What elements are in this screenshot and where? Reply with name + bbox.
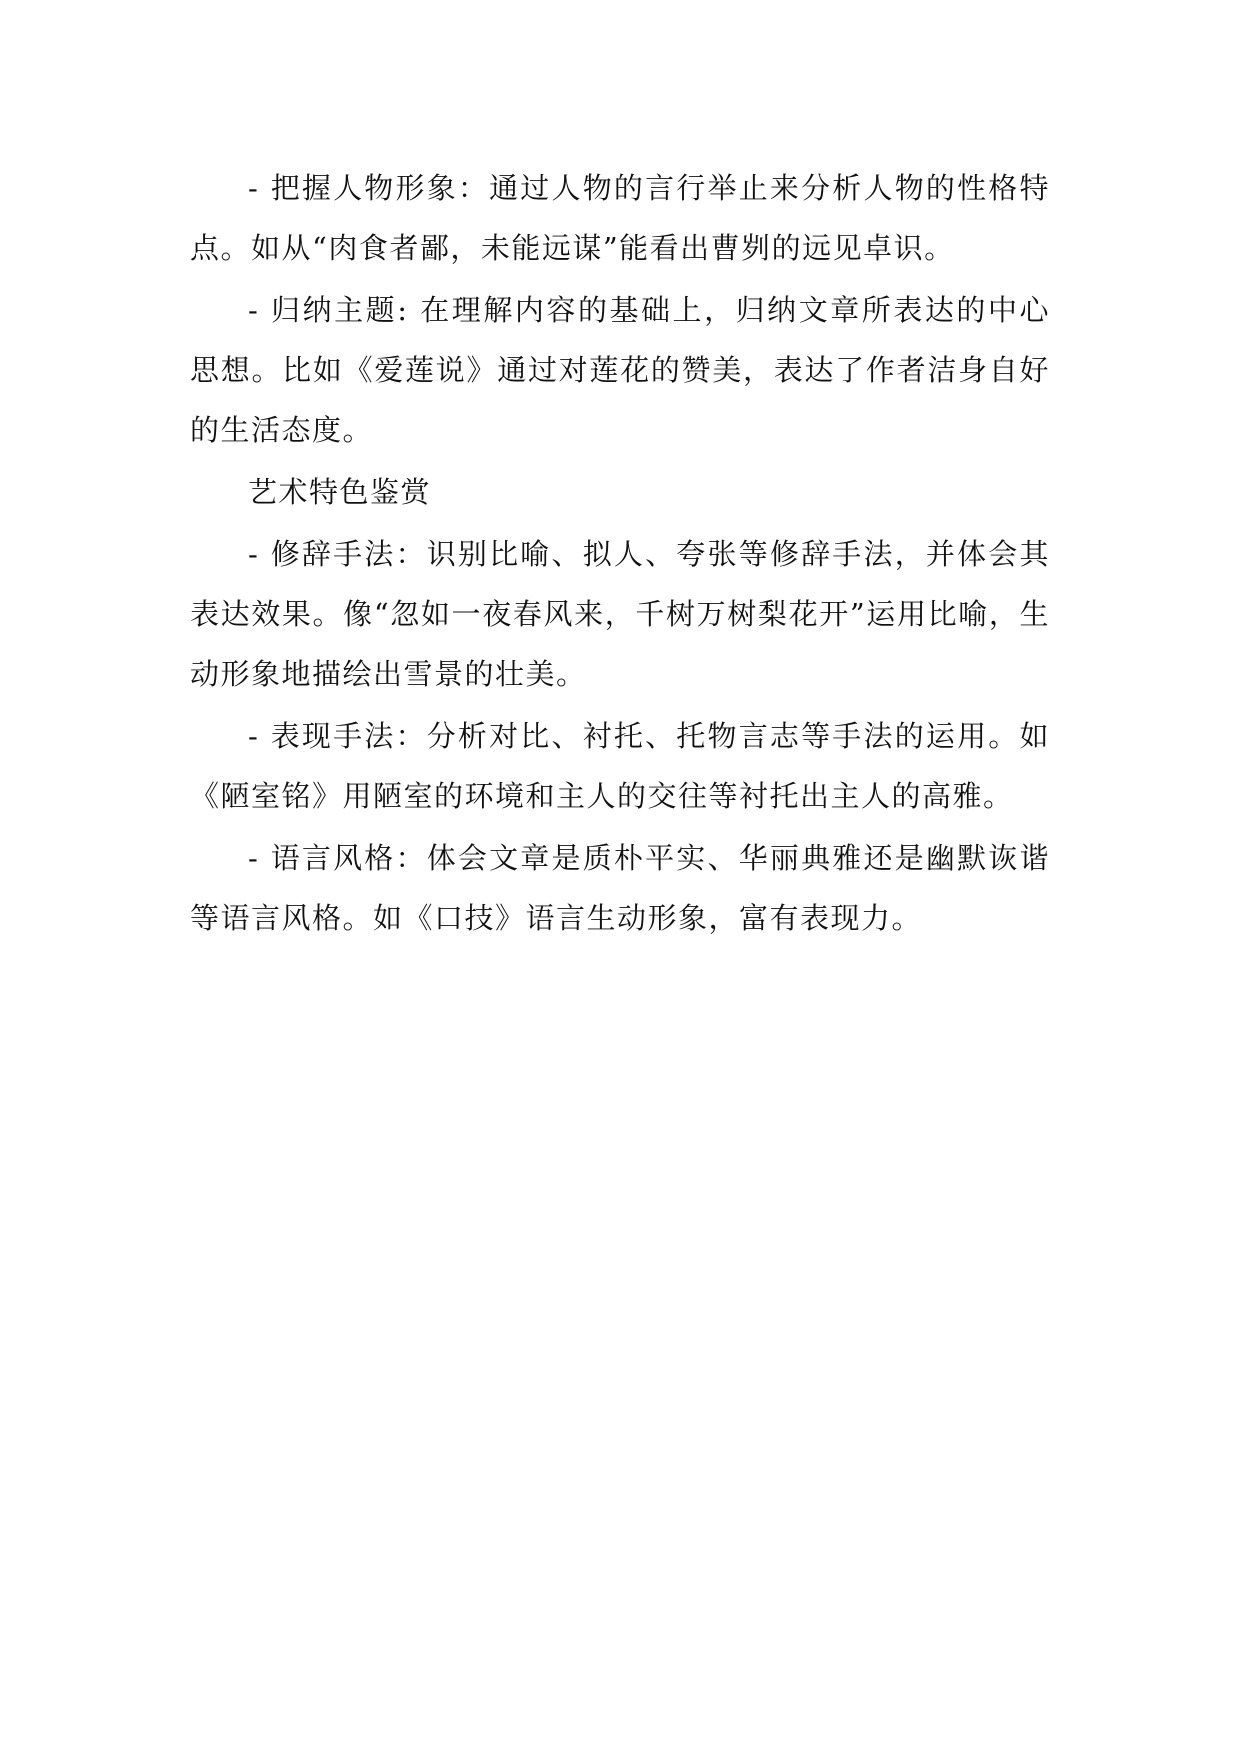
section-heading: 艺术特色鉴赏: [248, 475, 432, 509]
paragraph-summarize-theme: - 归纳主题: 在理解内容的基础上，归纳文章所表达的中心思想。比如《爱莲说》通过对莲花的赞美，表达了作者洁身自好的生活态度。: [190, 293, 1050, 447]
paragraph-language-style: - 语言风格：体会文章是质朴平实、华丽典雅还是幽默诙谐等语言风格。如《口技》语言生动形象，富有表现力。: [190, 841, 1050, 935]
paragraph-rhetoric: - 修辞手法：识别比喻、拟人、夸张等修辞手法，并体会其表达效果。像“忽如一夜春风来，千树万树梨花开”运用比喻，生动形象地描绘出雪景的壮美。: [190, 537, 1050, 691]
document-body: [190, 158, 1050, 950]
paragraph-character-image: - 把握人物形象：通过人物的言行举止来分析人物的性格特点。如从“肉食者鄙，未能远谋”能看出曹刿的远见卓识。: [190, 171, 1050, 265]
paragraph-expression-technique: - 表现手法：分析对比、衬托、托物言志等手法的运用。如《陋室铭》用陋室的环境和主人的交往等衬托出主人的高雅。: [190, 719, 1050, 813]
